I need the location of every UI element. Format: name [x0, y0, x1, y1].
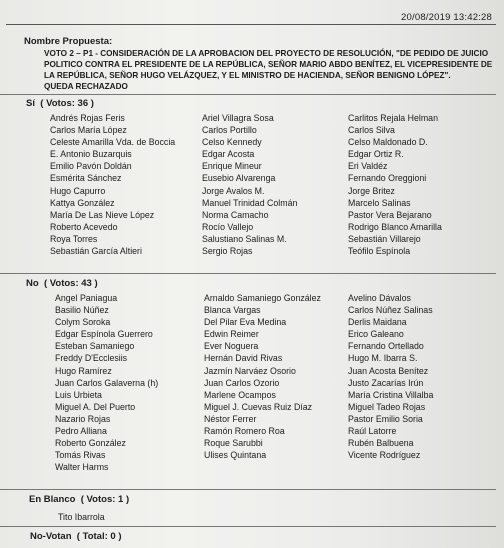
legislator-name: Vicente Rodríguez	[348, 450, 421, 461]
blanco-title: En Blanco	[29, 494, 76, 505]
legislator-name: Esmérita Sánchez	[50, 173, 122, 184]
no-column-2	[204, 292, 321, 461]
legislator-name: Rubén Balbuena	[348, 438, 414, 449]
legislator-name: Marcelo Salinas	[348, 197, 411, 208]
legislator-name: Roya Torres	[50, 233, 98, 244]
legislator-name: Angel Paniagua	[55, 293, 118, 303]
legislator-name: Miguel J. Cuevas Ruiz Díaz	[204, 401, 313, 412]
si-title: Sí	[26, 98, 35, 109]
no-column-1	[55, 292, 158, 473]
legislator-name: Sergio Rojas	[202, 246, 253, 257]
legislator-name: Tito Ibarrola	[58, 512, 105, 522]
legislator-name: Ariel Villagra Sosa	[202, 113, 274, 123]
legislator-name: Nazario Rojas	[55, 413, 111, 424]
legislator-name: Marlene Ocampos	[204, 389, 276, 400]
legislator-name: Hugo Capurro	[50, 185, 106, 196]
legislator-name: Roberto Acevedo	[50, 221, 118, 232]
legislator-name: Celeste Amarilla Vda. de Boccia	[50, 137, 176, 148]
legislator-name: Basilio Núñez	[55, 305, 109, 316]
legislator-name: Raúl Latorre	[348, 426, 397, 437]
legislator-name: Carlos Silva	[348, 125, 395, 136]
si-column-2	[202, 112, 297, 257]
legislator-name: Justo Zacarías Irún	[348, 377, 424, 388]
legislator-name: Edgar Acosta	[202, 149, 255, 160]
legislator-name: Andrés Rojas Feris	[50, 113, 125, 123]
legislator-name: Edwin Reimer	[204, 329, 259, 340]
legislator-name: Jorge Avalos M.	[202, 185, 265, 196]
legislator-name: Tomás Rivas	[55, 450, 106, 461]
legislator-name: María De Las Nieve López	[50, 209, 155, 220]
legislator-name: Hugo M. Ibarra S.	[348, 353, 418, 364]
legislator-name: Del Pilar Eva Medina	[204, 317, 287, 328]
legislator-name: Eri Valdéz	[348, 161, 388, 172]
legislator-name: Eusebio Alvarenga	[202, 173, 276, 184]
legislator-name: Juan Acosta Benítez	[348, 365, 429, 376]
no-title: No	[26, 278, 39, 289]
legislator-name: Edgar Espínola Guerrero	[55, 329, 153, 340]
section-divider-no	[0, 273, 496, 274]
legislator-name: Pastor Emilio Soria	[348, 413, 423, 424]
legislator-name: Luis Urbieta	[55, 389, 102, 400]
legislator-name: Blanca Vargas	[204, 305, 261, 316]
section-divider-blanco	[0, 489, 496, 490]
legislator-name: Juan Carlos Ozorio	[204, 377, 280, 388]
legislator-name: Esteban Samaniego	[55, 341, 135, 352]
legislator-name: Ulises Quintana	[204, 450, 267, 461]
legislator-name: Pedro Alliana	[55, 426, 107, 437]
si-heading	[26, 98, 94, 109]
legislator-name: Carlos Portillo	[202, 125, 257, 136]
no-column-3	[348, 292, 433, 461]
legislator-name: Roque Sarubbi	[204, 438, 263, 449]
legislator-name: Miguel Tadeo Rojas	[348, 401, 426, 412]
legislator-name: Ramón Romero Roa	[204, 426, 285, 437]
legislator-name: Avelino Dávalos	[348, 293, 411, 303]
legislator-name: Rocío Vallejo	[202, 221, 254, 232]
si-count: ( Votos: 36 )	[40, 98, 94, 109]
legislator-name: Fernando Oreggioni	[348, 173, 427, 184]
header-divider	[6, 24, 496, 25]
proposal-text: VOTO 2 – P1 - CONSIDERACIÓN DE LA APROBACION DEL PROYECTO DE RESOLUCIÓN, "DE PEDIDO DE JUICIO POLITICO CONTRA EL PRESIDENTE DE LA REPÚBLICA, SEÑOR MARIO ABDO BENÍTEZ, EL VICEPRESIDENTE DE LA REPÚBLICA, SEÑOR HUGO VELÁZQUEZ, Y EL MINISTRO DE HACIENDA, SEÑOR BENIGNO LÓPEZ".	[44, 49, 493, 80]
legislator-name: María Cristina Villalba	[348, 389, 434, 400]
blanco-count: ( Votos: 1 )	[80, 494, 130, 505]
blanco-heading	[29, 494, 129, 505]
no-heading	[26, 278, 98, 289]
legislator-name: Carlos María López	[50, 125, 127, 136]
legislator-name: Kattya González	[50, 197, 115, 208]
legislator-name: Hugo Ramírez	[55, 365, 112, 376]
legislator-name: E. Antonio Buzarquis	[50, 149, 132, 160]
si-column-1	[50, 112, 175, 257]
proposal-status: QUEDA RECHAZADO	[44, 82, 128, 91]
legislator-name: Manuel Trinidad Colmán	[202, 197, 298, 208]
legislator-name: Néstor Ferrer	[204, 413, 257, 424]
novotan-count: ( Total: 0 )	[76, 531, 122, 542]
proposal-label: Nombre Propuesta:	[24, 36, 113, 47]
legislator-name: Erico Galeano	[348, 329, 404, 340]
legislator-name: Ever Noguera	[204, 341, 259, 352]
section-divider-novotan	[0, 526, 496, 527]
legislator-name: Colym Soroka	[55, 317, 111, 328]
legislator-name: Jazmín Narváez Osorio	[204, 365, 296, 376]
legislator-name: Juan Carlos Galaverna (h)	[55, 377, 159, 388]
novotan-heading	[30, 531, 121, 542]
no-count: ( Votos: 43 )	[43, 278, 98, 289]
legislator-name: Emilio Pavón Doldán	[50, 161, 132, 172]
legislator-name: Carlitos Rejala Helman	[348, 113, 438, 123]
legislator-name: Hernán David Rivas	[204, 353, 283, 364]
legislator-name: Derlis Maidana	[348, 317, 407, 328]
legislator-name: Celso Kennedy	[202, 137, 262, 148]
legislator-name: Enrique Mineur	[202, 161, 262, 172]
legislator-name: Jorge Britez	[348, 185, 395, 196]
legislator-name: Rodrigo Blanco Amarilla	[348, 221, 442, 232]
legislator-name: Carlos Núñez Salinas	[348, 305, 433, 316]
si-column-3	[348, 112, 442, 257]
legislator-name: Walter Harms	[55, 462, 109, 473]
novotan-title: No-Votan	[30, 531, 72, 542]
legislator-name: Norma Camacho	[202, 209, 269, 220]
legislator-name: Celso Maldonado D.	[348, 137, 428, 148]
blanco-column-1	[58, 511, 105, 523]
legislator-name: Sebastián García Altieri	[50, 246, 142, 257]
legislator-name: Pastor Vera Bejarano	[348, 209, 432, 220]
legislator-name: Salustiano Salinas M.	[202, 233, 287, 244]
legislator-name: Fernando Ortellado	[348, 341, 424, 352]
legislator-name: Teófilo Espínola	[348, 246, 411, 257]
legislator-name: Sebastián Villarejo	[348, 233, 421, 244]
legislator-name: Miguel A. Del Puerto	[55, 401, 136, 412]
proposal-description	[44, 48, 496, 92]
legislator-name: Freddy D'Ecclesiis	[55, 353, 128, 364]
section-divider-si	[0, 94, 496, 95]
legislator-name: Edgar Ortiz R.	[348, 149, 404, 160]
legislator-name: Arnaldo Samaniego González	[204, 293, 321, 303]
timestamp: 20/08/2019 13:42:28	[401, 12, 492, 23]
legislator-name: Roberto González	[55, 438, 126, 449]
